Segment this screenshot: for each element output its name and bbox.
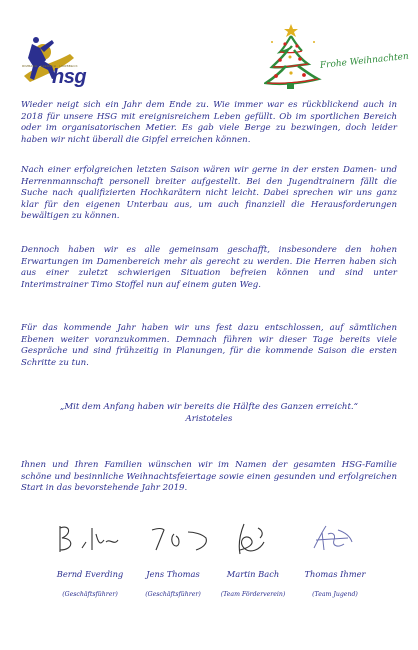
signatory-name: Martin Bach xyxy=(226,569,280,579)
quote-text: „Mit dem Anfang haben wir bereits die Hälfte des Ganzen erreicht.“ xyxy=(59,402,359,412)
christmas-tree-icon xyxy=(264,22,336,90)
signatory-name: Jens Thomas xyxy=(146,569,200,579)
paragraph-review: Wieder neigt sich ein Jahr dem Ende zu. Wie immer war es rückblickend auch in 2018 für unsere HSG mit ereignisreichem Leben gefüllt. Ob im sportlichen Bereich oder im organisatorischen Metier. Es gab viele Berge zu bezwingen, doch leider haben wir nicht überall die Gipfel erreichen können. xyxy=(21,100,397,145)
paragraph-outlook: Für das kommende Jahr haben wir uns fest dazu entschlossen, auf sämtlichen Ebenen weiter voranzukommen. Demnach führen wir dieser Tage bereits viele Gespräche und sind frühzeitig in Planungen, für die kommende Saison die ersten Schritte zu tun. xyxy=(21,323,397,368)
signature-bach xyxy=(230,520,272,560)
signatory-name: Thomas Ihmer xyxy=(304,569,366,579)
signatory-role: (Team Jugend) xyxy=(312,591,358,598)
paragraph-achievements: Dennoch haben wir es alle gemeinsam geschafft, insbesondere den hohen Erwartungen im Damenbereich mehr als gerecht zu werden. Die Herren haben sich aus einer zuletzt schwierigen Situation befreien können und sind unter Interimstrainer Timo Stoffel nun auf einem guten Weg. xyxy=(21,245,397,290)
quote-block xyxy=(21,402,397,425)
signature-everding xyxy=(52,520,126,560)
greeting-script: Frohe Weihnachten xyxy=(319,51,410,71)
signature-thomas xyxy=(146,520,212,560)
signature-ihmer xyxy=(308,520,356,560)
paragraph-teams: Nach einer erfolgreichen letzten Saison wären wir gerne in der ersten Damen- und Herrenmannschaft personell breiter aufgestellt. Bei den Jugendtrainern fällt die Suche nach qualifizierten Hochkarätern nicht leicht. Dabei sprechen wir uns ganz klar für den eigenen Unterbau aus, um auch finanziell die Herausforderungen bewältigen zu können. xyxy=(21,165,397,221)
signatory-name: Bernd Everding xyxy=(56,569,124,579)
quote-author: Aristoteles xyxy=(185,413,233,424)
signatory-role: (Geschäftsführer) xyxy=(62,591,118,598)
paragraph-wishes: Ihnen und Ihren Familien wünschen wir im Namen der gesamten HSG-Familie schöne und besinnliche Weihnachtsfeiertage sowie einen gesunden und erfolgreichen Start in das bevorstehende Jahr 2019. xyxy=(21,460,397,493)
signatory-role: (Geschäftsführer) xyxy=(145,591,201,598)
logo-caption: RIMBACH · ELENSCH · HORBBECK xyxy=(22,64,78,68)
signatory-role: (Team Förderverein) xyxy=(220,591,286,598)
logo-wordmark: hsg xyxy=(52,66,87,88)
